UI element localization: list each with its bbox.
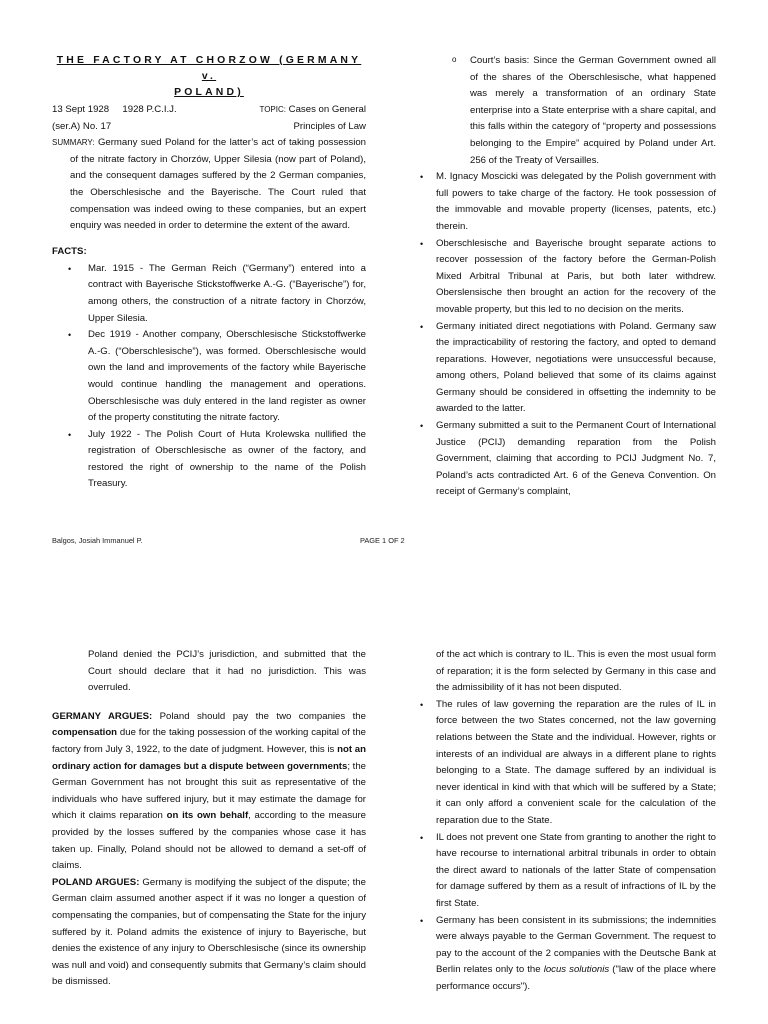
fact-item-7: • Germany submitted a suit to the Permanent Court of International Justice (PCIJ) demanding reparation from the Polish Government, claiming that according to PCIJ Judgment No. 7, Poland’s acts contradicted Art. 6 of the Geneva Convention. On receipt of Germany’s complaint, (418, 418, 716, 501)
held-list (418, 697, 716, 996)
case-meta-row-1 (52, 102, 366, 119)
facts-list-continued (418, 169, 716, 501)
fact-item-5: • Oberschlesische and Bayerische brought separate actions to recover possession of the factory before the German-Polish Mixed Arbitral Tribunal at Paris, but both later withdrew. Oberslensische then brought an action for the recovery of the movable property, but this led to no decision on the merits. (418, 236, 716, 319)
germany-argues-label: GERMANY ARGUES: (52, 710, 153, 722)
poland-argues-text: Germany is modifying the subject of the dispute; the German claim assumed another aspect if it was no longer a question of compensating the companies, but of compensating the State for the injury suffered by it. Poland admits the existence of injury to Bayerische, but denies the existence of any injury to Oberschlesische (since its ownership was null and void) and consequently submits that Germany’s claim should be dismissed. (52, 876, 366, 988)
page2-right-column (418, 647, 716, 995)
germany-compensation: compensation (52, 727, 118, 739)
held-item-arbitral-tribunals: • IL does not prevent one State from granting to another the right to have recourse to international arbitral tribunals in order to obtain the direct award to nationals of the latter State of compensation for damage suffered by them as a result of infractions of IL by the first State. (418, 830, 716, 913)
court-basis-item: o Court’s basis: Since the German Government owned all of the shares of the Oberschlesische, what happened was merely a transformation of an ordinary State enterprise into a State enterprise with a share capital, and this falls within the category of “property and possessions belonging to the Empire” acquired by Poland under Art. 256 of the Treaty of Versailles. (418, 53, 716, 169)
page2-left-column (52, 647, 366, 991)
germany-argues-text-2: due for the taking possession of the working capital of the factory from July 3, 1922, to the date of judgment. However, this is (52, 727, 366, 755)
fact-item-2: • Dec 1919 - Another company, Oberschlesische Stickstoffwerke A.-G. (“Oberschlesische”), was formed. Oberschlesische would own the land and improvements of the factory while Bayerische would continue handling the management and operations. Oberschlesische was duly entered in the land register as owner of the property constituting the nitrate factory. (52, 327, 366, 427)
fact-item-3: • July 1922 - The Polish Court of Huta Krolewska nullified the registration of Oberschlesische as owner of the factory, and restored the right of ownership to the name of the Polish Treasury. (52, 427, 366, 493)
case-title-line2: POLAND) (174, 87, 244, 98)
poland-argues-label: POLAND ARGUES: (52, 876, 140, 888)
poland-argues-paragraph (52, 875, 366, 991)
held-item-consistency (418, 913, 716, 996)
case-topic (259, 102, 366, 119)
germany-argues-paragraph (52, 709, 366, 875)
page1-left-column (52, 53, 366, 493)
held-item-consistency-text-2: ("law of the place where performance occurs"). (436, 964, 716, 992)
document-page-2 (0, 640, 768, 1024)
topic-value-continued: Principles of Law (293, 120, 366, 132)
page1-right-column (418, 53, 716, 501)
case-meta-row-2 (52, 119, 366, 136)
case-title (52, 53, 366, 101)
germany-not-ordinary-action: not an ordinary action for damages but a dispute between governments (52, 743, 366, 772)
summary-label: SUMMARY: (52, 138, 95, 148)
facts-list (52, 261, 366, 493)
topic-value: Cases on General (288, 104, 366, 115)
jurisdiction-continuation: Poland denied the PCIJ’s jurisdiction, and submitted that the Court should declare that it had no jurisdiction. This was overruled. (88, 649, 366, 694)
case-date-citation: 13 Sept 1928 1928 P.C.I.J. (52, 104, 177, 115)
page-footer-number: PAGE 1 OF 2 (360, 536, 405, 545)
germany-argues-text-3: ; the German Government has not brought this suit as representative of the individuals who have suffered injury, but it may estimate the damage for which it claims reparation (52, 760, 367, 822)
page-footer-author: Balgos, Josiah Immanuel P. (52, 536, 143, 545)
germany-own-behalf: on its own behalf (166, 810, 249, 822)
fact-item-1: • Mar. 1915 - The German Reich (“Germany”) entered into a contract with Bayerische Stickstoffwerke A.-G. (“Bayerische”) for, among others, the construction of a nitrate factory in Chorzów, Upper Silesia. (52, 261, 366, 327)
case-series: (ser.A) No. 17 (52, 120, 112, 132)
topic-label: TOPIC: (259, 105, 286, 114)
facts-heading: FACTS: (52, 245, 87, 257)
locus-solutionis-term: locus solutionis (543, 964, 610, 976)
court-basis-sublist (418, 53, 716, 169)
summary-paragraph (52, 135, 366, 235)
fact-item-6: • Germany initiated direct negotiations with Poland. Germany saw the impracticability of restoring the factory, and opted to demand reparations. However, negotiations were unsuccessful because, among others, Poland believed that some of its claims against Germany should be considered in offsetting the indemnity to be awarded to the latter. (418, 319, 716, 419)
held-item-rules-of-law: • The rules of law governing the reparation are the rules of IL in force between the two States concerned, not the law governing relations between the State and the individual. However, rights or interests of an individual are always in a different plane to rights belonging to a State. The damage suffered by an individual is never identical in kind with that which will be suffered by a State; it can only afford a convenient scale for the calculation of the reparation due to the State. (418, 697, 716, 830)
fact-item-4: • M. Ignacy Moscicki was delegated by the Polish government with full powers to take charge of the factory. He took possession of the immovable and movable property (licenses, patents, etc.) therein. (418, 169, 716, 235)
reparation-continuation: of the act which is contrary to IL. This is even the most usual form of reparation; it is the form selected by Germany in this case and the admissibility of it has not been disputed. (436, 649, 716, 694)
germany-argues-text-1: Poland should pay the two companies the (159, 710, 366, 722)
summary-text: Germany sued Poland for the latter’s act of taking possession of the nitrate factory in Chorzów, Upper Silesia (now part of Poland), and the consequent damages suffered by the 2 German companies, the Oberschlesische and the Bayerische. The Court ruled that compensation was indeed owing to these companies, but an expert enquiry was needed in order to determine the extent of the award. (70, 137, 366, 232)
germany-argues-text-4: , according to the measure provided by the losses suffered by the companies whose case it has taken up. Finally, Poland should not be allowed to demand a set-off of claims. (52, 810, 366, 872)
case-title-line1: THE FACTORY AT CHORZOW (GERMANY v. (56, 55, 362, 82)
held-item-consistency-text: Germany has been consistent in its submissions; the indemnities were always payable to the German Government. The request to pay to the account of the 2 companies with the Deutsche Bank at Berlin relates only to the (436, 914, 716, 976)
